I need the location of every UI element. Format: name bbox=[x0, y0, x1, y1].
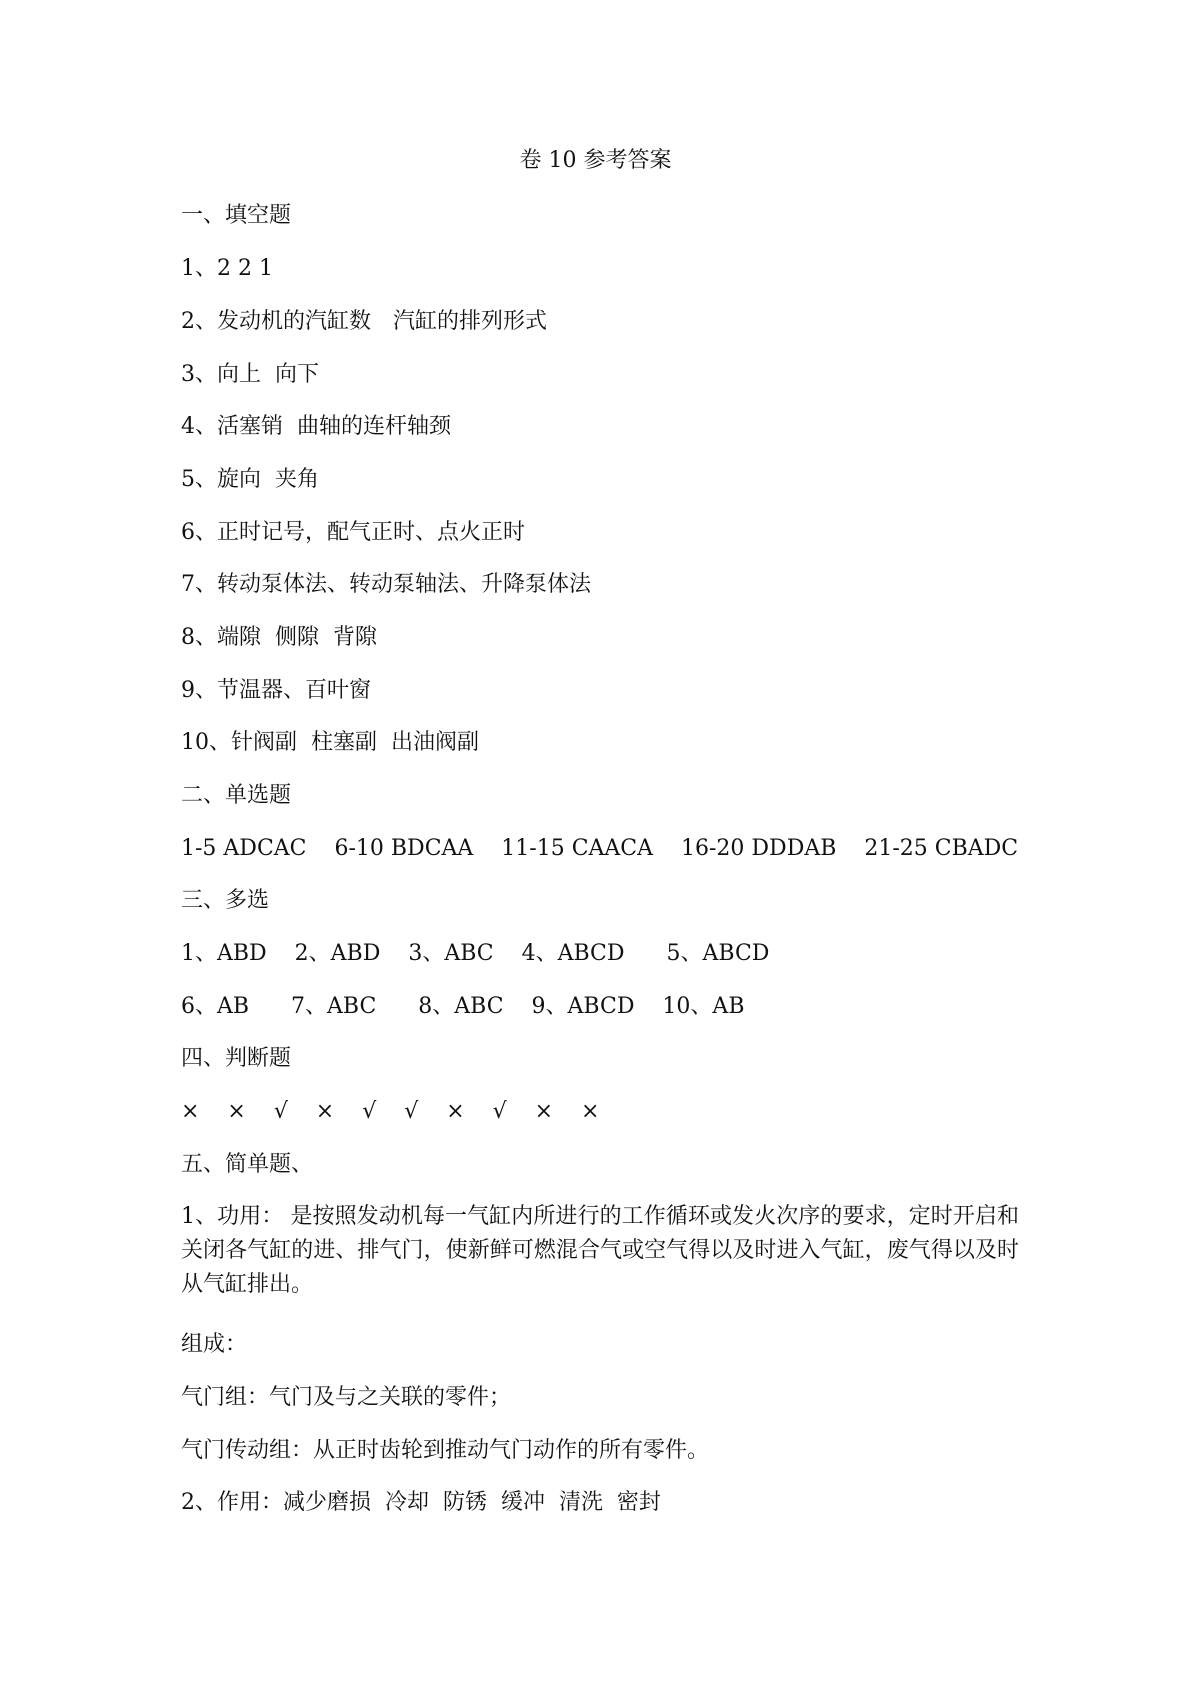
section-heading-single-choice: 二、单选题 bbox=[181, 783, 292, 808]
fill-blank-answer-4: 4、活塞销 曲轴的连杆轴颈 bbox=[181, 414, 451, 439]
short-answer-1-function: 1、功用： 是按照发动机每一气缸内所进行的工作循环或发火次序的要求，定时开启和关闭各气缸的进、排气门，使新鲜可燃混合气或空气得以及时进入气缸，废气得以及时从气缸排出。 bbox=[181, 1204, 1019, 1297]
section-heading-multi-choice: 三、多选 bbox=[181, 888, 270, 913]
fill-blank-answer-3: 3、向上 向下 bbox=[181, 362, 319, 387]
multi-choice-answers-row-1: 1、ABD 2、ABD 3、ABC 4、ABCD 5、ABCD bbox=[181, 941, 770, 966]
page-title: 卷 10 参考答案 bbox=[519, 148, 672, 173]
fill-blank-answer-5: 5、旋向 夹角 bbox=[181, 467, 319, 492]
fill-blank-answer-6: 6、正时记号，配气正时、点火正时 bbox=[181, 520, 525, 545]
multi-choice-answers-row-2: 6、AB 7、ABC 8、ABC 9、ABCD 10、AB bbox=[181, 994, 745, 1019]
fill-blank-answer-9: 9、节温器、百叶窗 bbox=[181, 678, 371, 703]
section-heading-fill-blank: 一、填空题 bbox=[181, 203, 292, 228]
fill-blank-answer-1: 1、2 2 1 bbox=[181, 256, 273, 281]
short-answer-1-composition-label: 组成： bbox=[181, 1332, 248, 1357]
section-heading-short-answer: 五、简单题、 bbox=[181, 1152, 314, 1177]
fill-blank-answer-10: 10、针阀副 柱塞副 出油阀副 bbox=[181, 730, 479, 755]
short-answer-1-valve-group: 气门组：气门及与之关联的零件； bbox=[181, 1385, 512, 1410]
fill-blank-answer-7: 7、转动泵体法、转动泵轴法、升降泵体法 bbox=[181, 572, 591, 597]
fill-blank-answer-8: 8、端隙 侧隙 背隙 bbox=[181, 625, 377, 650]
single-choice-answers: 1-5 ADCAC 6-10 BDCAA 11-15 CAACA 16-20 DDDAB 21-25 CBADC bbox=[181, 836, 1019, 861]
short-answer-1-valve-drive-group: 气门传动组：从正时齿轮到推动气门动作的所有零件。 bbox=[181, 1438, 710, 1463]
section-heading-true-false: 四、判断题 bbox=[181, 1046, 292, 1071]
true-false-answers: × × √ × √ √ × √ × × bbox=[181, 1099, 600, 1124]
fill-blank-answer-2: 2、发动机的汽缸数 汽缸的排列形式 bbox=[181, 309, 547, 334]
short-answer-2-lubrication-function: 2、作用：减少磨损 冷却 防锈 缓冲 清洗 密封 bbox=[181, 1490, 661, 1515]
